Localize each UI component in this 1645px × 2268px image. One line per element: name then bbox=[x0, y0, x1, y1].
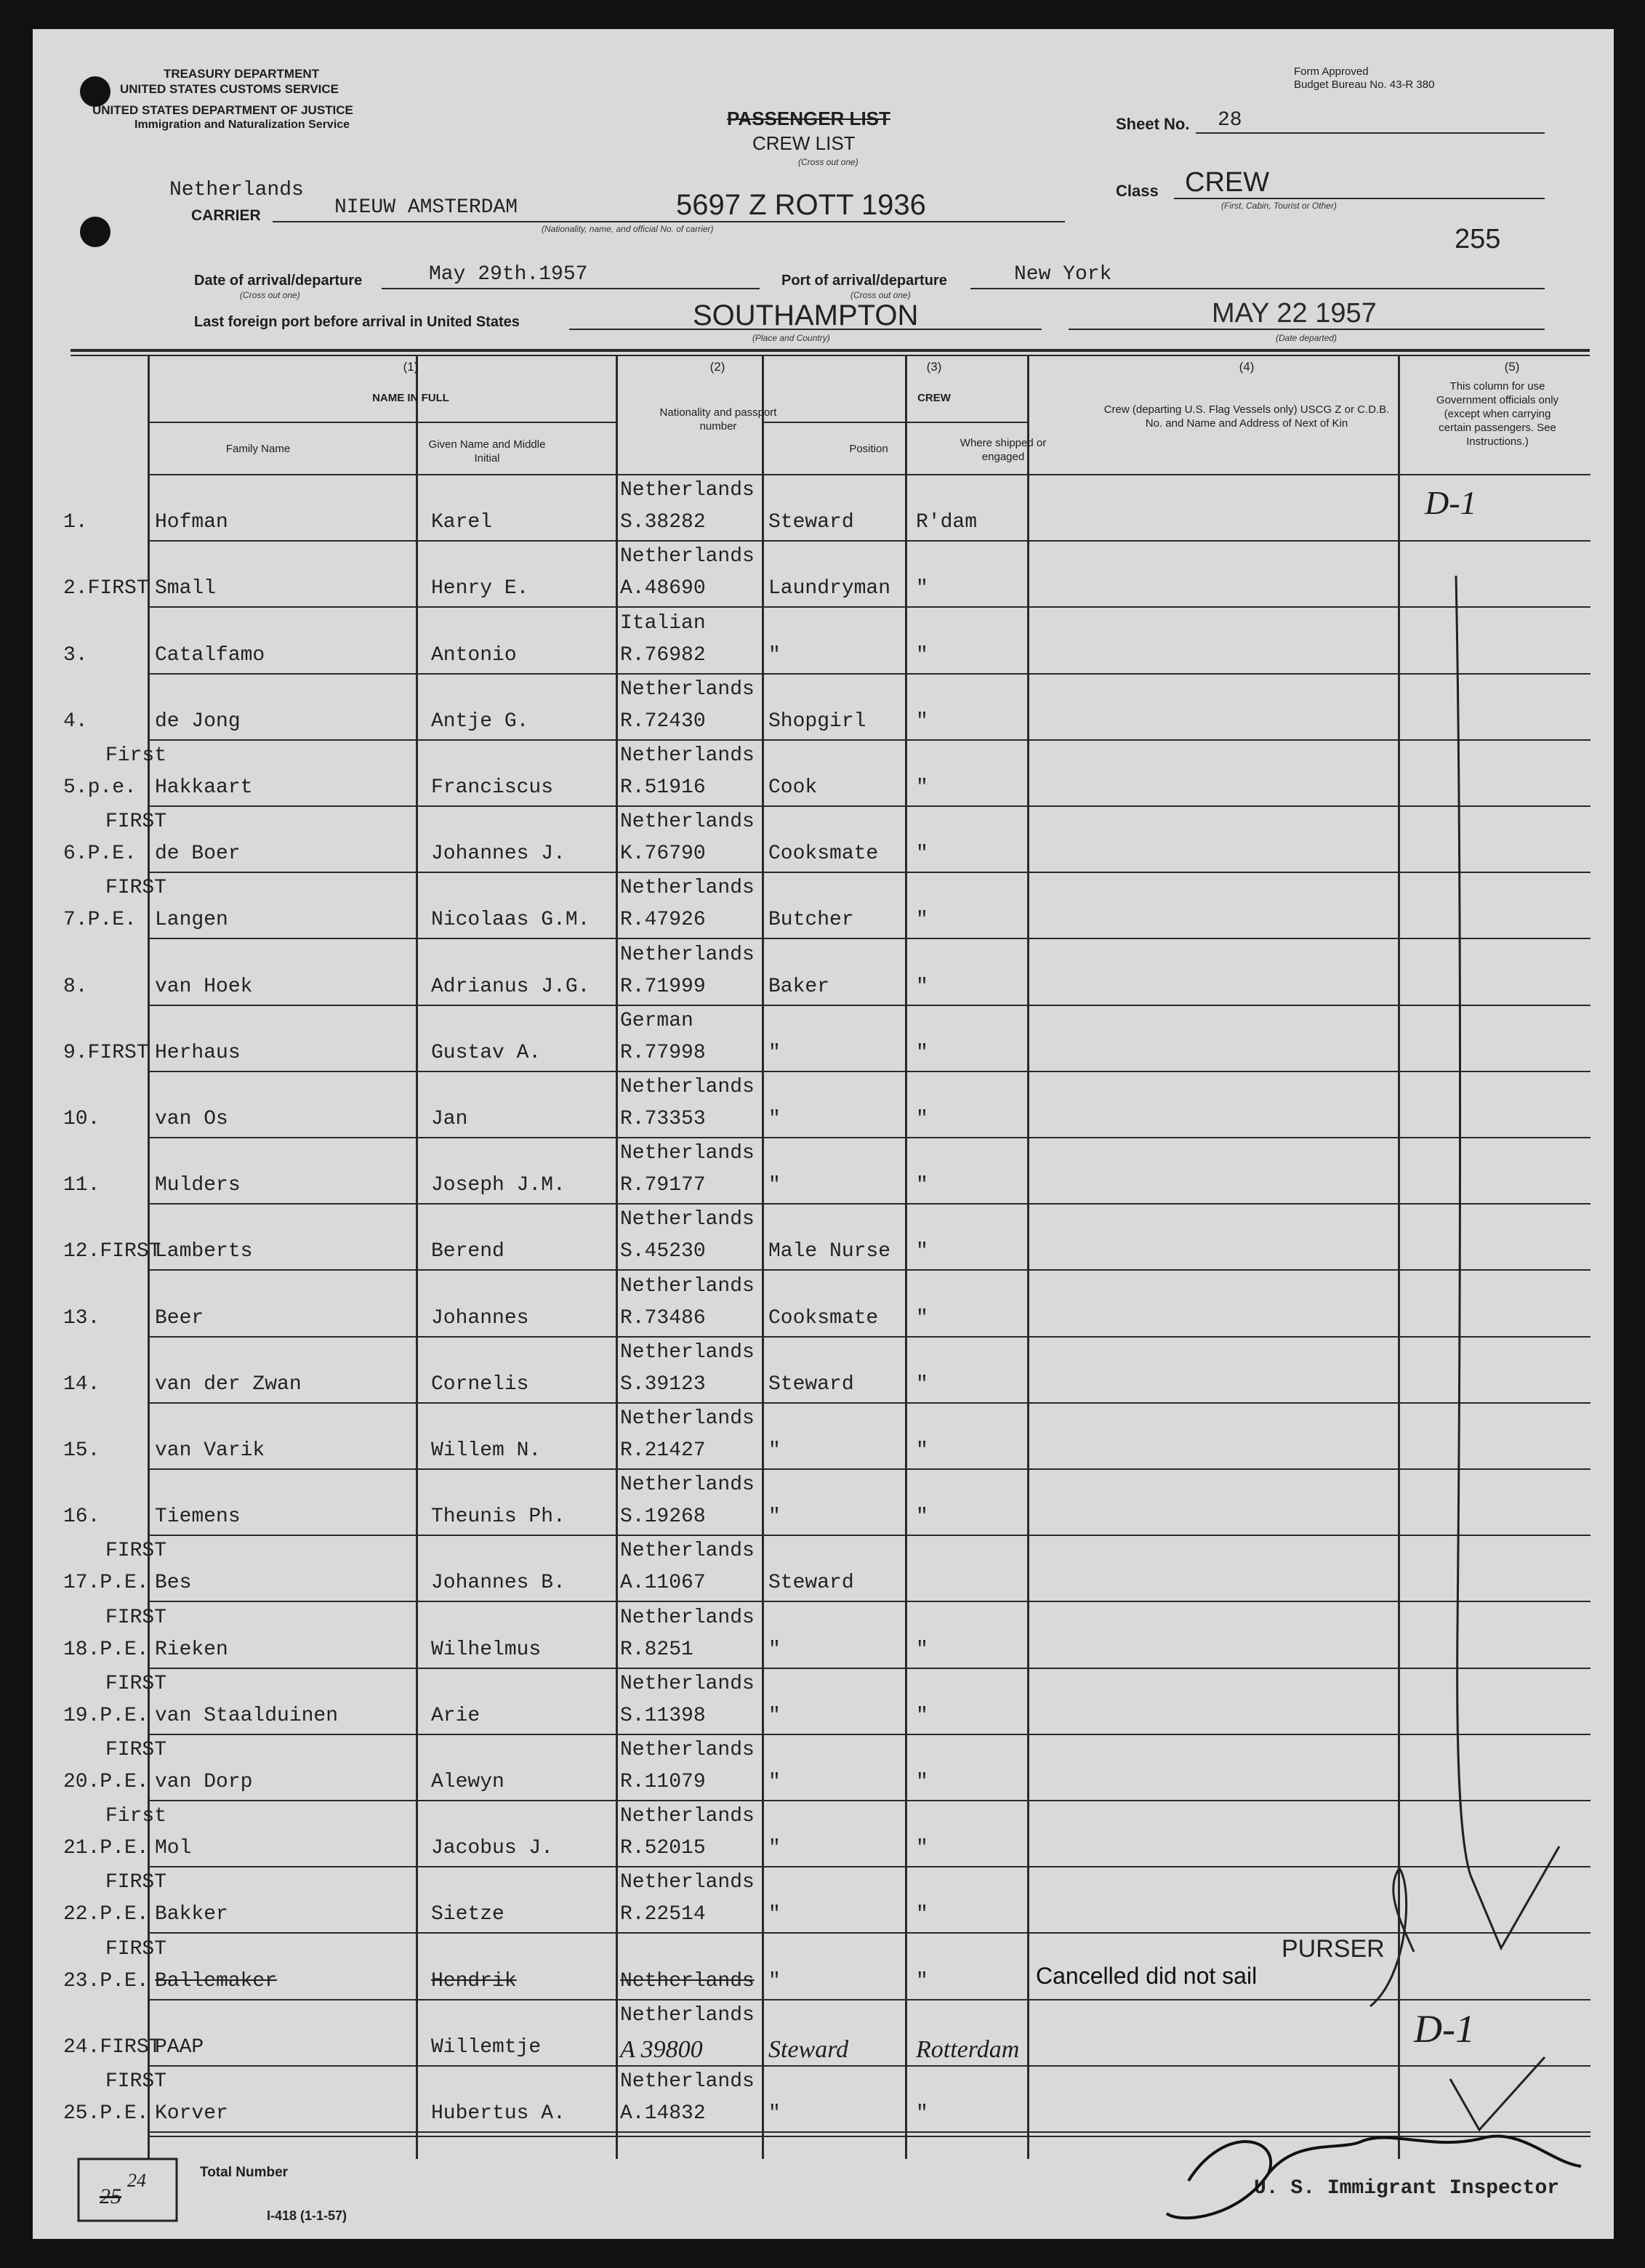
total-label: Total Number bbox=[200, 2165, 289, 2180]
given-name: Jacobus J. bbox=[431, 1837, 554, 1860]
row-number: 14. bbox=[63, 1372, 100, 1396]
passport-number: R.73486 bbox=[620, 1306, 706, 1330]
nationality: Netherlands bbox=[620, 1142, 755, 1165]
family-name: Mol bbox=[155, 1837, 192, 1860]
given-name: Willemtje bbox=[431, 2035, 542, 2059]
where-shipped: " bbox=[916, 1306, 928, 1330]
family-name: Beer bbox=[155, 1306, 204, 1330]
family-name: Hakkaart bbox=[155, 776, 253, 799]
shipped-header: Where shipped or engaged bbox=[960, 437, 1047, 463]
nationality: Netherlands bbox=[620, 877, 755, 900]
given-name: Karel bbox=[431, 511, 493, 534]
position: " bbox=[768, 1108, 781, 1130]
where-shipped: " bbox=[916, 577, 928, 600]
row-number: 22.P.E. bbox=[63, 1903, 149, 1926]
agency-line: UNITED STATES CUSTOMS SERVICE bbox=[120, 82, 339, 96]
agency-line: TREASURY DEPARTMENT bbox=[164, 67, 320, 81]
sheet-label: Sheet No. bbox=[1116, 115, 1190, 133]
position: " bbox=[768, 1969, 781, 1992]
position: " bbox=[768, 643, 781, 667]
row-number: 6.P.E. bbox=[63, 843, 137, 866]
nationality: Netherlands bbox=[620, 1805, 755, 1828]
family-name: van Varik bbox=[155, 1439, 265, 1462]
nationality: Netherlands bbox=[620, 1969, 755, 1992]
col1-number: (1) bbox=[403, 360, 419, 374]
nationality: Netherlands bbox=[620, 1871, 755, 1894]
nationality: Netherlands bbox=[620, 545, 755, 568]
where-shipped: " bbox=[916, 1969, 928, 1992]
form-approved: Form Approved bbox=[1294, 65, 1369, 78]
passport-number: R.76982 bbox=[620, 643, 706, 667]
passport-number: R.71999 bbox=[620, 975, 706, 998]
family-name: van der Zwan bbox=[155, 1372, 302, 1396]
position: Steward bbox=[768, 511, 854, 534]
given-name: Berend bbox=[431, 1240, 504, 1263]
given-name-header: Given Name and Middle Initial bbox=[428, 438, 546, 465]
passport-number: R.51916 bbox=[620, 776, 706, 799]
row-prefix: FIRST bbox=[105, 2070, 167, 2093]
position: Laundryman bbox=[768, 577, 891, 600]
nationality: Netherlands bbox=[620, 1340, 755, 1364]
where-shipped: Rotterdam bbox=[916, 2035, 1020, 2063]
given-name: Franciscus bbox=[431, 776, 554, 799]
where-shipped: " bbox=[916, 975, 928, 998]
date-departed: MAY 22 1957 bbox=[1212, 298, 1377, 329]
where-shipped: " bbox=[916, 1240, 928, 1263]
row-number: 8. bbox=[63, 975, 88, 998]
position: " bbox=[768, 1174, 781, 1197]
family-name: Herhaus bbox=[155, 1041, 241, 1064]
where-shipped: " bbox=[916, 1108, 928, 1130]
passport-number: R.22514 bbox=[620, 1903, 706, 1926]
row-number: 19.P.E. bbox=[63, 1704, 149, 1727]
where-shipped: " bbox=[916, 1174, 928, 1197]
passport-number: S.45230 bbox=[620, 1240, 706, 1263]
last-port-value: SOUTHAMPTON bbox=[693, 299, 919, 331]
d1-mark: D-1 bbox=[1414, 2007, 1475, 2051]
row-prefix: FIRST bbox=[105, 877, 167, 900]
family-name: Ballemaker bbox=[155, 1969, 278, 1992]
where-shipped: " bbox=[916, 709, 928, 733]
col1-title: NAME IN FULL bbox=[372, 392, 449, 404]
family-name: van Staalduinen bbox=[155, 1704, 339, 1727]
position: " bbox=[768, 1638, 781, 1661]
family-name: Bes bbox=[155, 1572, 192, 1595]
passport-number: S.11398 bbox=[620, 1704, 706, 1727]
family-name: PAAP bbox=[155, 2035, 204, 2059]
nationality: Netherlands bbox=[620, 1473, 755, 1497]
sheet-number: 28 bbox=[1218, 109, 1242, 132]
family-name: van Os bbox=[155, 1108, 228, 1130]
last-port-label: Last foreign port before arrival in United States bbox=[194, 314, 520, 330]
passport-number: R.21427 bbox=[620, 1439, 706, 1462]
where-shipped: " bbox=[916, 1041, 928, 1064]
col4-number: (4) bbox=[1239, 360, 1255, 374]
agency-line: Immigration and Naturalization Service bbox=[134, 118, 350, 131]
position: Steward bbox=[768, 1572, 854, 1595]
position: " bbox=[768, 1903, 781, 1926]
passport-number: A.11067 bbox=[620, 1572, 706, 1595]
family-name-header: Family Name bbox=[225, 443, 291, 455]
carrier-name: NIEUW AMSTERDAM bbox=[334, 196, 518, 219]
row-number: 11. bbox=[63, 1174, 100, 1197]
col2-title: Nationality and passport number bbox=[659, 406, 777, 433]
row-number: 23.P.E. bbox=[63, 1969, 149, 1992]
class-caption: (First, Cabin, Tourist or Other) bbox=[1221, 201, 1337, 211]
position: Butcher bbox=[768, 909, 854, 932]
col3-title: CREW bbox=[917, 392, 951, 404]
carrier-label: CARRIER bbox=[191, 207, 261, 224]
passport-number: R.72430 bbox=[620, 709, 706, 733]
row-number: 24.FIRST bbox=[63, 2035, 161, 2059]
nationality: Netherlands bbox=[620, 811, 755, 834]
total-number: 24 bbox=[127, 2170, 146, 2191]
row-prefix: FIRST bbox=[105, 1739, 167, 1761]
given-name: Wilhelmus bbox=[431, 1638, 542, 1661]
port-cross-note: (Cross out one) bbox=[850, 290, 911, 300]
place-caption: (Place and Country) bbox=[752, 333, 830, 343]
date-departed-caption: (Date departed) bbox=[1276, 333, 1338, 343]
col3-number: (3) bbox=[926, 360, 942, 374]
row-prefix: FIRST bbox=[105, 1540, 167, 1563]
passport-number: R.47926 bbox=[620, 909, 706, 932]
given-name: Alewyn bbox=[431, 1771, 504, 1793]
family-name: de Jong bbox=[155, 709, 241, 733]
row-number: 10. bbox=[63, 1108, 100, 1130]
date-label: Date of arrival/departure bbox=[194, 273, 363, 289]
form-number: I-418 (1-1-57) bbox=[267, 2208, 347, 2223]
passport-number: A.48690 bbox=[620, 577, 706, 600]
family-name: Bakker bbox=[155, 1903, 228, 1926]
family-name: Catalfamo bbox=[155, 643, 265, 667]
family-name: Korver bbox=[155, 2102, 228, 2125]
position: " bbox=[768, 1837, 781, 1860]
given-name: Johannes bbox=[431, 1306, 529, 1330]
given-name: Johannes B. bbox=[431, 1572, 566, 1595]
nationality: Netherlands bbox=[620, 479, 755, 502]
family-name: Rieken bbox=[155, 1638, 228, 1661]
row-prefix: FIRST bbox=[105, 1606, 167, 1629]
family-name: Mulders bbox=[155, 1174, 241, 1197]
row-number: 5.p.e. bbox=[63, 776, 137, 799]
row-number: 15. bbox=[63, 1439, 100, 1462]
passport-number: R.11079 bbox=[620, 1771, 706, 1793]
nationality: Netherlands bbox=[620, 744, 755, 767]
row-prefix: FIRST bbox=[105, 811, 167, 834]
given-name: Joseph J.M. bbox=[431, 1174, 566, 1197]
position: Baker bbox=[768, 975, 830, 998]
family-name: van Dorp bbox=[155, 1771, 253, 1793]
nationality: Netherlands bbox=[620, 677, 755, 701]
nationality: Italian bbox=[620, 611, 706, 635]
nationality: German bbox=[620, 1009, 693, 1032]
row-prefix: First bbox=[105, 744, 167, 767]
passport-number: R.52015 bbox=[620, 1837, 706, 1860]
purser-label: PURSER bbox=[1282, 1935, 1385, 1963]
row-number: 16. bbox=[63, 1505, 100, 1529]
nationality: Netherlands bbox=[620, 2070, 755, 2093]
row-number: 3. bbox=[63, 643, 88, 667]
given-name: Antonio bbox=[431, 643, 517, 667]
given-name: Henry E. bbox=[431, 577, 529, 600]
given-name: Sietze bbox=[431, 1903, 504, 1926]
passport-number: A 39800 bbox=[620, 2035, 703, 2063]
row-number: 7.P.E. bbox=[63, 909, 137, 932]
row-number: 1. bbox=[63, 511, 88, 534]
given-name: Johannes J. bbox=[431, 843, 566, 866]
class-label: Class bbox=[1116, 182, 1159, 200]
row-number: 21.P.E. bbox=[63, 1837, 149, 1860]
class-value: CREW bbox=[1185, 167, 1270, 198]
row-prefix: FIRST bbox=[105, 1937, 167, 1961]
row-number: 9.FIRST bbox=[63, 1041, 149, 1064]
inspector-title: U. S. Immigrant Inspector bbox=[1254, 2177, 1560, 2200]
row-number: 17.P.E. bbox=[63, 1572, 149, 1595]
nationality: Netherlands bbox=[620, 1407, 755, 1430]
family-name: Lamberts bbox=[155, 1240, 253, 1263]
passport-number: S.19268 bbox=[620, 1505, 706, 1529]
position: " bbox=[768, 1704, 781, 1727]
page-number: 255 bbox=[1455, 224, 1501, 254]
where-shipped: " bbox=[916, 1903, 928, 1926]
row-number: 25.P.E. bbox=[63, 2102, 149, 2125]
where-shipped: " bbox=[916, 1505, 928, 1529]
nationality: Netherlands bbox=[620, 1274, 755, 1298]
row-number: 4. bbox=[63, 709, 88, 733]
passport-number: R.79177 bbox=[620, 1174, 706, 1197]
position: Steward bbox=[768, 1372, 854, 1396]
where-shipped: " bbox=[916, 776, 928, 799]
row-number: 12.FIRST bbox=[63, 1240, 161, 1263]
total-struck: 25 bbox=[100, 2184, 121, 2208]
passport-number: S.38282 bbox=[620, 511, 706, 534]
nationality: Netherlands bbox=[620, 1739, 755, 1761]
col5-number: (5) bbox=[1504, 360, 1520, 374]
family-name: Langen bbox=[155, 909, 228, 932]
family-name: Hofman bbox=[155, 511, 228, 534]
carrier-number: 5697 Z ROTT 1936 bbox=[676, 189, 926, 221]
passenger-list-struck: PASSENGER LIST bbox=[727, 108, 890, 129]
date-cross-note: (Cross out one) bbox=[240, 290, 300, 300]
position: Steward bbox=[768, 2035, 849, 2063]
nationality-value: Netherlands bbox=[169, 179, 304, 201]
where-shipped: " bbox=[916, 843, 928, 866]
nationality: Netherlands bbox=[620, 943, 755, 966]
where-shipped: " bbox=[916, 2102, 928, 2125]
nationality: Netherlands bbox=[620, 1208, 755, 1231]
position: " bbox=[768, 1041, 781, 1064]
given-name: Cornelis bbox=[431, 1372, 529, 1396]
family-name: Tiemens bbox=[155, 1505, 241, 1529]
where-shipped: " bbox=[916, 1837, 928, 1860]
position-header: Position bbox=[849, 443, 888, 455]
position: Cook bbox=[768, 776, 818, 799]
where-shipped: R'dam bbox=[916, 511, 978, 534]
family-name: van Hoek bbox=[155, 975, 253, 998]
where-shipped: " bbox=[916, 1638, 928, 1661]
row-number: 2.FIRST bbox=[63, 577, 149, 600]
position: Shopgirl bbox=[768, 709, 866, 733]
passport-number: S.39123 bbox=[620, 1372, 706, 1396]
where-shipped: " bbox=[916, 1439, 928, 1462]
nationality: Netherlands bbox=[620, 1606, 755, 1629]
nationality: Netherlands bbox=[620, 1672, 755, 1695]
position: " bbox=[768, 1771, 781, 1793]
where-shipped: " bbox=[916, 1771, 928, 1793]
position: Cooksmate bbox=[768, 843, 879, 866]
port-label: Port of arrival/departure bbox=[781, 273, 947, 289]
d1-mark-top: D-1 bbox=[1425, 484, 1477, 521]
given-name: Theunis Ph. bbox=[431, 1505, 566, 1529]
date-value: May 29th.1957 bbox=[429, 263, 588, 286]
carrier-caption: (Nationality, name, and official No. of carrier) bbox=[542, 224, 714, 234]
col5-title: This column for use Government officials only (except when carrying certain passengers. See Instructions.) bbox=[1436, 380, 1559, 448]
given-name: Willem N. bbox=[431, 1439, 542, 1462]
given-name: Antje G. bbox=[431, 709, 529, 733]
passport-number: R.8251 bbox=[620, 1638, 693, 1661]
given-name: Arie bbox=[431, 1704, 480, 1727]
given-name: Adrianus J.G. bbox=[431, 975, 590, 998]
family-name: Small bbox=[155, 577, 217, 600]
given-name: Jan bbox=[431, 1108, 468, 1130]
row-prefix: FIRST bbox=[105, 1871, 167, 1894]
col4-title: Crew (departing U.S. Flag Vessels only) USCG Z or C.D.B. No. and Name and Address of Next of Kin bbox=[1103, 403, 1390, 430]
position: Male Nurse bbox=[768, 1240, 891, 1263]
where-shipped: " bbox=[916, 1372, 928, 1396]
nationality: Netherlands bbox=[620, 1540, 755, 1563]
agency-line: UNITED STATES DEPARTMENT OF JUSTICE bbox=[92, 103, 353, 117]
given-name: Hendrik bbox=[431, 1969, 517, 1992]
family-name: de Boer bbox=[155, 843, 241, 866]
cross-out-note: (Cross out one) bbox=[798, 157, 858, 167]
row-prefix: First bbox=[105, 1805, 167, 1828]
nationality: Netherlands bbox=[620, 1076, 755, 1098]
budget-bureau: Budget Bureau No. 43-R 380 bbox=[1294, 79, 1435, 91]
nationality: Netherlands bbox=[620, 2003, 755, 2027]
position: " bbox=[768, 1505, 781, 1529]
row-number: 13. bbox=[63, 1306, 100, 1330]
passport-number: R.77998 bbox=[620, 1041, 706, 1064]
handwriting-marks bbox=[33, 29, 1614, 2239]
given-name: Hubertus A. bbox=[431, 2102, 566, 2125]
cancelled-note: Cancelled did not sail bbox=[1036, 1963, 1258, 1989]
port-value: New York bbox=[1014, 263, 1112, 286]
given-name: Gustav A. bbox=[431, 1041, 542, 1064]
position: " bbox=[768, 1439, 781, 1462]
row-number: 20.P.E. bbox=[63, 1771, 149, 1793]
crew-list-form bbox=[33, 29, 1614, 2239]
given-name: Nicolaas G.M. bbox=[431, 909, 590, 932]
crew-list-title: CREW LIST bbox=[752, 132, 856, 154]
where-shipped: " bbox=[916, 643, 928, 667]
where-shipped: " bbox=[916, 909, 928, 932]
passport-number: A.14832 bbox=[620, 2102, 706, 2125]
passport-number: R.73353 bbox=[620, 1108, 706, 1130]
where-shipped: " bbox=[916, 1704, 928, 1727]
col2-number: (2) bbox=[709, 360, 725, 374]
row-prefix: FIRST bbox=[105, 1672, 167, 1695]
row-number: 18.P.E. bbox=[63, 1638, 149, 1661]
position: " bbox=[768, 2102, 781, 2125]
position: Cooksmate bbox=[768, 1306, 879, 1330]
passport-number: K.76790 bbox=[620, 843, 706, 866]
